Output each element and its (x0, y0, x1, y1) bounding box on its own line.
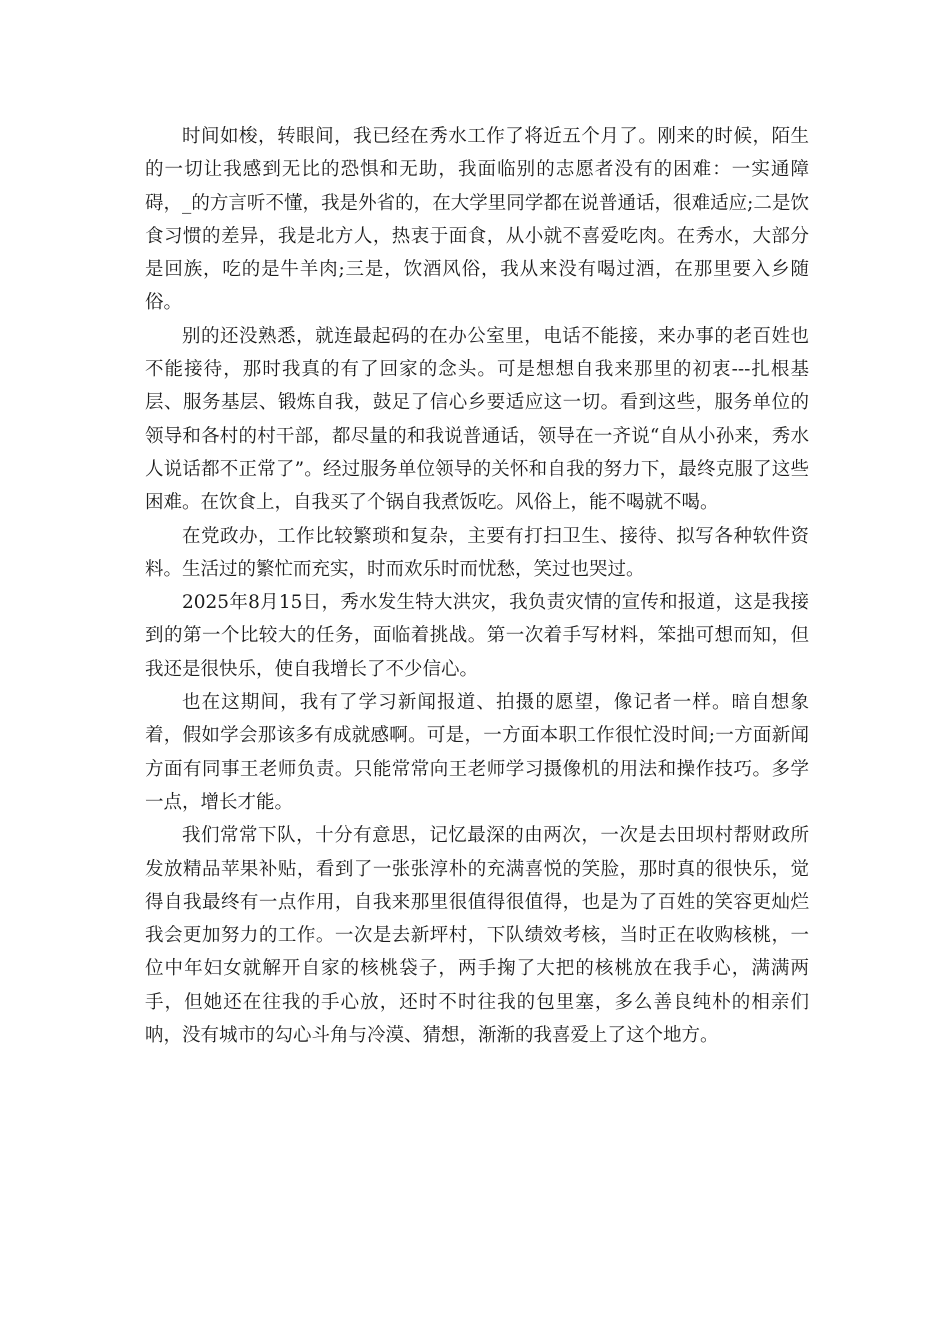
paragraph-5: 也在这期间，我有了学习新闻报道、拍摄的愿望，像记者一样。暗自想象着，假如学会那该多有成就感啊。可是，一方面本职工作很忙没时间;一方面新闻方面有同事王老师负责。只能常常向王老师学习摄像机的用法和操作技巧。多学一点，增长才能。 (145, 692, 809, 813)
paragraph-4: 2025年8月15日，秀水发生特大洪灾，我负责灾情的宣传和报道，这是我接到的第一个比较大的任务，面临着挑战。第一次着手写材料，笨拙可想而知，但我还是很快乐，使自我增长了不少信心。 (145, 592, 809, 680)
paragraph-1: 时间如梭，转眼间，我已经在秀水工作了将近五个月了。刚来的时候，陌生的一切让我感到无比的恐惧和无助，我面临别的志愿者没有的困难：一实通障碍，_的方言听不懂，我是外省的，在大学里同学都在说普通话，很难适应;二是饮食习惯的差异，我是北方人，热衷于面食，从小就不喜爱吃肉。在秀水，大部分是回族，吃的是牛羊肉;三是，饮酒风俗，我从来没有喝过酒，在那里要入乡随俗。 (145, 126, 809, 314)
paragraph-3: 在党政办，工作比较繁琐和复杂，主要有打扫卫生、接待、拟写各种软件资料。生活过的繁忙而充实，时而欢乐时而忧愁，笑过也哭过。 (145, 525, 809, 580)
document-body (145, 120, 809, 1052)
paragraph-6: 我们常常下队，十分有意思，记忆最深的由两次，一次是去田坝村帮财政所发放精品苹果补贴，看到了一张张淳朴的充满喜悦的笑脸，那时真的很快乐，觉得自我最终有一点作用，自我来那里很值得很值得，也是为了百姓的笑容更灿烂我会更加努力的工作。一次是去新坪村，下队绩效考核，当时正在收购核桃，一位中年妇女就解开自家的核桃袋子，两手掬了大把的核桃放在我手心，满满两手，但她还在往我的手心放，还时不时往我的包里塞，多么善良纯朴的相亲们呐，没有城市的勾心斗角与冷漠、猜想，渐渐的我喜爱上了这个地方。 (145, 825, 809, 1047)
paragraph-2: 别的还没熟悉，就连最起码的在办公室里，电话不能接，来办事的老百姓也不能接待，那时我真的有了回家的念头。可是想想自我来那里的初衷---扎根基层、服务基层、锻炼自我，鼓足了信心乡要适应这一切。看到这些，服务单位的领导和各村的村干部，都尽量的和我说普通话，领导在一齐说“自从小孙来，秀水人说话都不正常了”。经过服务单位领导的关怀和自我的努力下，最终克服了这些困难。在饮食上，自我买了个锅自我煮饭吃。风俗上，能不喝就不喝。 (145, 325, 809, 514)
